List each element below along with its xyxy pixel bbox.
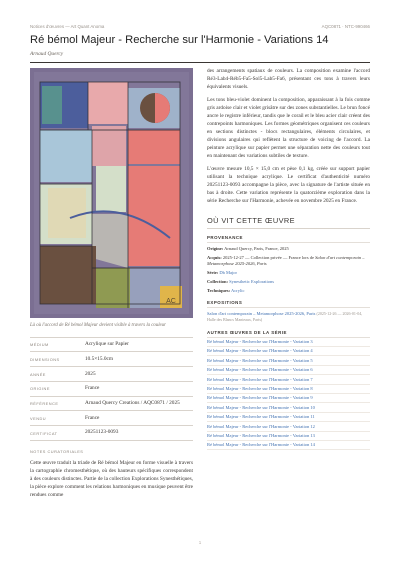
collection-label: Collection: <box>207 279 228 285</box>
spec-value: 2025 <box>85 367 193 382</box>
spec-row <box>30 426 193 441</box>
artist-name: Arnaud Quercy <box>30 51 64 57</box>
top-bar <box>30 24 370 29</box>
page-number: 1 <box>198 540 202 545</box>
collection-line <box>207 279 370 285</box>
series-item-link[interactable]: Ré bémol Majeur - Recherche sur l'Harmonie - Variation 4 <box>207 347 370 356</box>
serie-label: Série: <box>207 270 219 276</box>
spec-value: 20251123-0093 <box>85 426 193 441</box>
exposition-link[interactable]: Salon d'art contemporain – Metamorphose 2025-2026, Paris <box>207 311 316 317</box>
spec-row <box>30 352 193 367</box>
series-item-link[interactable]: Ré bémol Majeur - Recherche sur l'Harmonie - Variation 6 <box>207 366 370 375</box>
breadcrumb[interactable]: Notices d'œuvres — Art Quant Anoma <box>30 24 105 29</box>
series-heading: AUTRES ŒUVRES DE LA SÉRIE <box>207 330 370 338</box>
spec-value: Acrylique sur Papier <box>85 337 193 352</box>
spec-label: DIMENSIONS <box>30 352 85 367</box>
series-line <box>207 270 370 276</box>
spec-row <box>30 367 193 382</box>
page-title: Ré bémol Majeur - Recherche sur l'Harmonie - Variations 14 <box>30 34 329 46</box>
series-item-link[interactable]: Ré bémol Majeur - Recherche sur l'Harmonie - Variation 10 <box>207 403 370 412</box>
provenance-acquisition <box>207 255 370 267</box>
serie-link[interactable]: Db Major <box>219 270 237 276</box>
title-divider <box>30 62 370 63</box>
spec-label: MÉDIUM <box>30 337 85 352</box>
spec-row <box>30 381 193 396</box>
series-item-link[interactable]: Ré bémol Majeur - Recherche sur l'Harmonie - Variation 9 <box>207 394 370 403</box>
spec-label: ANNÉE <box>30 367 85 382</box>
technique-link[interactable]: Acrylic <box>230 288 245 294</box>
spec-label: CERTIFICAT <box>30 426 85 441</box>
origin-value: Arnaud Quercy, Paris, France, 2025 <box>224 246 289 251</box>
collection-link[interactable]: Synesthetic Explorations <box>229 279 274 285</box>
series-item-link[interactable]: Ré bémol Majeur - Recherche sur l'Harmonie - Variation 7 <box>207 375 370 384</box>
acquis-event: Salon d'art contemporain – Metamorphose 2025-2026, Paris <box>207 255 365 267</box>
spec-value: 10.5×15.0cm <box>85 352 193 367</box>
acquis-label: Acquis: <box>207 255 222 261</box>
expositions-heading: EXPOSITIONS <box>207 300 370 308</box>
curatorial-notes: Cette œuvre traduit la triade de Ré bémol Majeur en forme visuelle à travers la cartographie chromesthétique, où des hauteurs spécifiques correspondent à des couleurs distinctes. Partie de la collection Explorations Synesthétiques, la pièce explore comment les relations harmoniques en musique peuvent être rendues comme <box>30 459 193 498</box>
description-paragraph: Les tons bleu-violet dominent la composition, apparaissant à la fois comme gris ardoise clair et violet grisâtre sur des zones substantielles. Le brun foncé ancre le registre inférieur, tandis que le corail et le bleu acier clair créent des contrepoints harmoniques. Les formes géométriques organisent ces couleurs en sections distinctes - blocs rectangulaires, éléments circulaires, et divisions angulaires qui reflètent la structure de voicing de l'accord. La peinture acrylique sur papier permet une séparation nette des couleurs tout en maintenant des variations subtiles de texture. <box>207 97 370 159</box>
series-item-link[interactable]: Ré bémol Majeur - Recherche sur l'Harmonie - Variation 14 <box>207 441 370 450</box>
technique-line <box>207 288 370 294</box>
description-paragraph: des arrangements spatiaux de couleurs. La composition examine l'accord Ré3-Lab4-Réb5-Fa5-Sol5-Lab5-Fa6, présentant ces tons à travers leurs équivalents visuels. <box>207 68 370 90</box>
spec-row <box>30 411 193 426</box>
provenance-heading: PROVENANCE <box>207 235 370 243</box>
series-item-link[interactable]: Ré bémol Majeur - Recherche sur l'Harmonie - Variation 13 <box>207 432 370 441</box>
image-caption: Là où l'accord de Ré bémol Majeur devient visible à travers la couleur <box>30 323 166 328</box>
notes-heading: NOTES CURATORIALES <box>30 448 84 454</box>
series-item-link[interactable]: Ré bémol Majeur - Recherche sur l'Harmonie - Variation 5 <box>207 356 370 365</box>
spec-value: France <box>85 411 193 426</box>
exposition-entry <box>207 311 370 323</box>
left-column <box>30 68 193 500</box>
exposition-dates: (2025-12-26 — 2026-01-04, Halle des Blancs Manteaux, Paris) <box>207 311 363 323</box>
spec-label: VENDU <box>30 411 85 426</box>
reference-code: AQC0871 · NTC-990466 <box>321 24 370 29</box>
spec-row <box>30 396 193 411</box>
specs-table <box>30 337 193 441</box>
series-item-link[interactable]: Ré bémol Majeur - Recherche sur l'Harmonie - Variation 11 <box>207 413 370 422</box>
spec-value: Arnaud Quercy Creations / AQC0871 / 2025 <box>85 396 193 411</box>
technique-label: Techniques: <box>207 288 231 294</box>
spec-value: France <box>85 381 193 396</box>
description-paragraph: L'œuvre mesure 10,5 × 15,0 cm et pèse 0,1 kg, créée sur support papier utilisant la technique acrylique. Le certificat d'authenticité numéro 20251123-0093 accompagne la pièce, avec la signature de l'artiste située en bas à droite. Cette variation représente la quatorzième exploration dans la série Recherche sur l'Harmonie, achevée en novembre 2025 en France. <box>207 166 370 205</box>
spec-label: RÉFÉRENCE <box>30 396 85 411</box>
spec-row <box>30 337 193 352</box>
spec-label: ORIGINE <box>30 381 85 396</box>
right-column <box>207 68 370 450</box>
series-item-link[interactable]: Ré bémol Majeur - Recherche sur l'Harmonie - Variation 12 <box>207 422 370 431</box>
origin-label: Origine: <box>207 246 224 251</box>
artist-signature: AC <box>166 298 176 305</box>
acquis-value: 2025-12-27 — Collection privée — France lors de <box>222 255 314 261</box>
series-item-link[interactable]: Ré bémol Majeur - Recherche sur l'Harmonie - Variation 3 <box>207 338 370 347</box>
where-section-title: OÙ VIT CETTE ŒUVRE <box>207 216 370 229</box>
series-item-link[interactable]: Ré bémol Majeur - Recherche sur l'Harmonie - Variation 8 <box>207 385 370 394</box>
series-list <box>207 338 370 451</box>
artwork-image[interactable] <box>30 68 193 318</box>
provenance-origin <box>207 246 370 252</box>
